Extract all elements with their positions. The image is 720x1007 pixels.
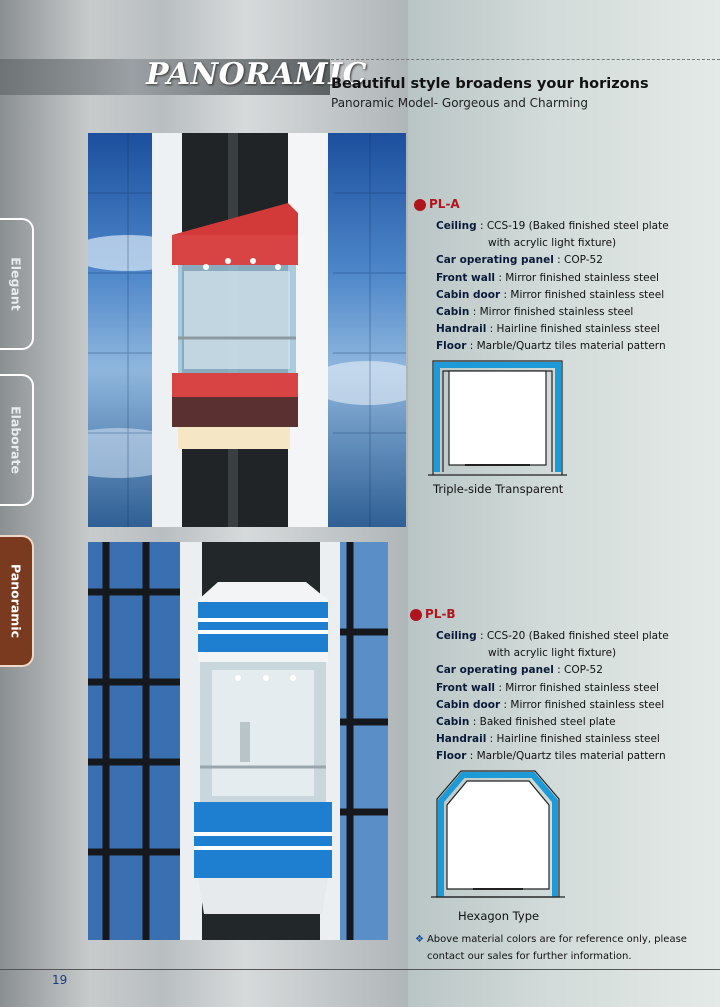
pl-b-diagram-caption: Hexagon Type [458,909,540,923]
pl-b-elevator-illustration [88,542,388,940]
subheadline: Panoramic Model- Gorgeous and Charming [331,96,588,110]
spec-row: Cabin : Baked finished steel plate [436,716,616,729]
pl-a-spec-list [436,218,669,356]
spec-row: with acrylic light fixture) [488,647,617,660]
tab-elegant-label: Elegant [8,257,24,311]
pl-b-title: PL-B [425,607,456,621]
spec-row: with acrylic light fixture) [488,237,617,250]
pl-b-spec-list [436,628,669,766]
tab-elegant[interactable] [0,218,34,350]
pl-a-title: PL-A [429,197,460,211]
pl-b-bullet-icon [410,609,422,621]
spec-row: Cabin door : Mirror finished stainless steel [436,288,665,301]
tab-elaborate-label: Elaborate [8,406,24,474]
spec-row: Car operating panel : COP-52 [436,254,603,267]
tab-panoramic-label: Panoramic [8,563,24,639]
spec-row: Front wall : Mirror finished stainless steel [436,681,659,694]
spec-row: Floor : Marble/Quartz tiles material pattern [436,750,666,763]
header-dashed-rule [326,59,720,60]
headline: Beautiful style broadens your horizons [331,76,649,92]
page-number: 19 [52,973,68,987]
note-line-1: Above material colors are for reference only, please [426,934,687,945]
pl-b-photo [88,542,388,940]
tab-elaborate[interactable] [0,374,34,506]
disclaimer-note [415,931,687,965]
spec-row: Cabin door : Mirror finished stainless steel [436,698,665,711]
note-line-2: contact our sales for further information. [427,951,632,962]
tab-panoramic[interactable] [0,535,34,667]
brand-title: PANORAMIC [146,57,368,92]
pl-a-diagram-caption: Triple-side Transparent [433,482,564,496]
pl-a-photo [88,133,406,527]
pl-a-floorplan-diagram [425,357,570,477]
pl-a-bullet-icon [414,199,426,211]
spec-row: Handrail : Hairline finished stainless steel [436,323,660,336]
diamond-bullet-icon: ❖ [415,934,424,945]
footer-rule [0,969,720,970]
spec-row: Ceiling : CCS-19 (Baked finished steel plate [436,220,669,232]
pl-a-elevator-illustration [88,133,406,527]
pl-b-floorplan-diagram [425,765,570,905]
spec-row: Front wall : Mirror finished stainless steel [436,271,659,284]
spec-row: Floor : Marble/Quartz tiles material pattern [436,340,666,353]
spec-row: Car operating panel : COP-52 [436,664,603,677]
spec-row: Ceiling : CCS-20 (Baked finished steel plate [436,630,669,642]
spec-row: Cabin : Mirror finished stainless steel [436,306,634,319]
spec-row: Handrail : Hairline finished stainless steel [436,733,660,746]
